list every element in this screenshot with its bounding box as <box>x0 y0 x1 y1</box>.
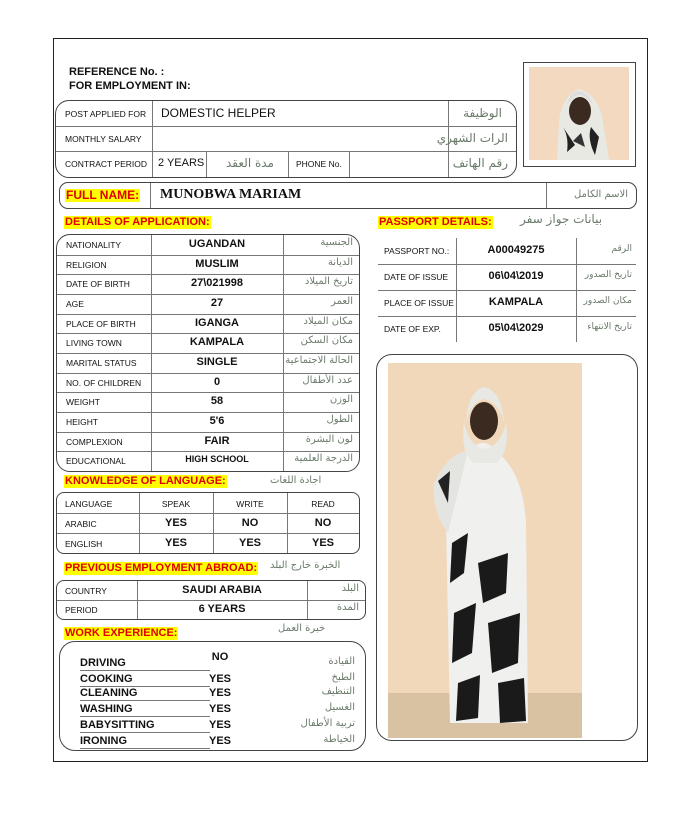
language-level: YES <box>164 517 187 529</box>
full-name-value: MUNOBWA MARIAM <box>160 187 302 202</box>
contract-period-value: 2 YEARS <box>158 157 205 169</box>
column-divider <box>576 290 577 316</box>
language-level: NO <box>241 517 259 529</box>
detail-label: PLACE OF BIRTH <box>66 318 136 329</box>
column-divider <box>307 600 308 619</box>
work-skill-value: YES <box>208 719 231 731</box>
passport-arabic: الرقم <box>611 244 632 254</box>
job-info-table <box>55 100 517 178</box>
column-divider <box>283 255 284 275</box>
detail-arabic: مكان السكن <box>300 335 353 347</box>
passport-table <box>378 238 636 342</box>
language-name: ARABIC <box>65 519 97 529</box>
work-skill-label: BABYSITTING <box>80 719 210 733</box>
detail-label: COMPLEXION <box>66 436 123 447</box>
language-level: NO <box>314 517 332 529</box>
reference-label: REFERENCE No. : <box>69 66 165 78</box>
detail-row <box>57 451 359 471</box>
passport-arabic: تاريخ الصدور <box>584 270 632 280</box>
contract-period-arabic: مدة العقد <box>226 156 274 170</box>
column-divider <box>283 333 284 353</box>
detail-label: HEIGHT <box>66 417 99 427</box>
full-body-photo-frame <box>376 354 638 741</box>
detail-arabic: تاريخ الميلاد <box>304 276 353 288</box>
work-skill-value: YES <box>208 703 231 715</box>
work-skill-value: YES <box>208 673 231 685</box>
detail-value: 27 <box>210 297 224 309</box>
detail-row <box>57 274 359 295</box>
detail-label: NATIONALITY <box>66 240 122 250</box>
language-name: LANGUAGE <box>65 499 113 509</box>
monthly-salary-label: MONTHLY SALARY <box>65 134 142 144</box>
work-experience-title-arabic: خبرة العمل <box>278 623 326 634</box>
column-divider <box>283 373 284 393</box>
column-divider <box>576 238 577 264</box>
detail-value: 58 <box>210 395 224 408</box>
work-skill-label: DRIVING <box>80 657 210 671</box>
passport-arabic: مكان الصدور <box>583 296 632 306</box>
work-skill-arabic: تربية الأطفال <box>300 718 355 729</box>
detail-value: MUSLIM <box>195 257 239 270</box>
detail-row <box>57 392 359 413</box>
column-divider <box>283 353 284 373</box>
detail-row <box>57 353 359 374</box>
detail-arabic: مكان الميلاد <box>303 315 353 327</box>
full-name-label: FULL NAME: <box>66 188 140 202</box>
detail-arabic: الديانة <box>327 256 353 268</box>
language-header-row <box>57 493 359 514</box>
column-divider <box>576 316 577 342</box>
full-name-row <box>59 182 637 209</box>
detail-arabic: الطول <box>326 414 353 425</box>
detail-label: WEIGHT <box>66 397 100 408</box>
detail-value: 5'6 <box>209 415 225 427</box>
full-name-arabic: الاسم الكامل <box>573 189 628 200</box>
detail-value: UGANDAN <box>188 238 246 250</box>
full-body-photo <box>388 363 582 738</box>
passport-row <box>378 264 636 291</box>
work-skill-value: NO <box>211 651 229 663</box>
detail-arabic: الوزن <box>329 394 353 406</box>
column-divider <box>283 314 284 334</box>
work-experience-title: WORK EXPERIENCE: <box>65 627 178 639</box>
previous-value: SAUDI ARABIA <box>182 584 262 596</box>
passport-arabic: تاريخ الانتهاء <box>587 322 632 332</box>
previous-arabic: المدة <box>336 602 359 613</box>
language-column-header: SPEAK <box>161 499 191 509</box>
previous-label: PERIOD <box>65 605 98 615</box>
work-skill-value: YES <box>208 687 231 699</box>
detail-value: KAMPALA <box>189 336 245 349</box>
column-divider <box>283 412 284 432</box>
post-applied-value: DOMESTIC HELPER <box>161 106 276 120</box>
work-skill-arabic: الطبخ <box>331 672 355 683</box>
phone-label: PHONE No. <box>296 159 342 169</box>
work-skill-value: YES <box>208 735 231 747</box>
column-divider <box>283 235 284 255</box>
passport-title: PASSPORT DETAILS: <box>379 216 492 228</box>
previous-employment-row <box>57 600 365 619</box>
column-divider <box>283 274 284 294</box>
language-level: YES <box>164 537 187 549</box>
detail-arabic: عدد الأطفال <box>302 374 353 386</box>
detail-label: MARITAL STATUS <box>66 358 137 368</box>
previous-employment-table <box>56 580 366 620</box>
passport-value: KAMPALA <box>488 296 544 308</box>
work-skill-arabic: الخياطة <box>323 734 355 745</box>
employment-country-label: FOR EMPLOYMENT IN: <box>69 80 191 92</box>
detail-row <box>57 314 359 335</box>
passport-value: A00049275 <box>487 244 545 256</box>
passport-row <box>378 316 636 342</box>
monthly-salary-arabic: الرات الشهري <box>436 131 508 145</box>
work-experience-table <box>59 641 366 751</box>
passport-label: PLACE OF ISSUE <box>384 298 454 308</box>
language-row <box>57 533 359 553</box>
previous-value: 6 YEARS <box>198 603 246 615</box>
language-column-header: READ <box>311 499 335 509</box>
details-title: DETAILS OF APPLICATION: <box>65 216 210 228</box>
work-skill-label: WASHING <box>80 703 210 717</box>
passport-value: 06\04\2019 <box>488 270 544 282</box>
detail-arabic: العمر <box>331 296 353 307</box>
detail-arabic: الدرجة العلمية <box>294 453 353 465</box>
language-title-arabic: اجادة اللغات <box>270 475 322 486</box>
post-applied-arabic: الوظيفة <box>463 106 502 120</box>
passport-value: 05\04\2029 <box>488 322 544 334</box>
work-skill-arabic: القيادة <box>328 656 355 667</box>
detail-arabic: الجنسية <box>320 237 353 248</box>
detail-label: RELIGION <box>66 259 107 270</box>
column-divider <box>283 294 284 314</box>
details-table <box>56 234 360 472</box>
language-title: KNOWLEDGE OF LANGUAGE: <box>65 475 226 487</box>
detail-arabic: الحالة الاجتماعية <box>285 355 353 366</box>
work-skill-label: IRONING <box>80 735 210 749</box>
detail-label: AGE <box>66 299 84 309</box>
language-name: ENGLISH <box>65 539 103 549</box>
detail-row <box>57 255 359 276</box>
post-applied-label: POST APPLIED FOR <box>65 109 147 119</box>
work-skill-arabic: التنظيف <box>321 686 355 697</box>
passport-row <box>378 290 636 317</box>
work-skill-arabic: الغسيل <box>324 702 355 713</box>
headshot-frame <box>523 62 636 167</box>
detail-row <box>57 432 359 453</box>
column-divider <box>576 264 577 290</box>
detail-value: 27\021998 <box>191 277 243 290</box>
detail-row <box>57 373 359 394</box>
phone-arabic: رقم الهاتف <box>452 156 508 170</box>
detail-label: DATE OF BIRTH <box>66 279 130 290</box>
previous-label: COUNTRY <box>65 586 107 596</box>
detail-value: 0 <box>213 375 221 388</box>
passport-label: PASSPORT NO.: <box>384 246 450 256</box>
detail-label: EDUCATIONAL <box>66 456 126 467</box>
detail-label: NO. OF CHILDREN <box>66 377 142 388</box>
passport-title-arabic: بيانات جواز سفر <box>520 212 603 226</box>
column-divider <box>283 392 284 412</box>
work-skill-label: CLEANING <box>80 687 210 701</box>
previous-employment-row <box>57 581 365 601</box>
detail-row <box>57 235 359 256</box>
language-column-header: WRITE <box>236 499 264 509</box>
column-divider <box>307 581 308 600</box>
detail-value: HIGH SCHOOL <box>185 454 249 465</box>
previous-arabic: البلد <box>341 583 359 594</box>
language-level: YES <box>238 537 261 549</box>
headshot-photo <box>529 67 629 160</box>
column-divider <box>283 451 284 471</box>
detail-value: IGANGA <box>195 316 239 329</box>
detail-value: FAIR <box>204 434 230 447</box>
previous-employment-title: PREVIOUS EMPLOYMENT ABROAD: <box>65 562 258 574</box>
passport-label: DATE OF EXP. <box>384 324 441 334</box>
detail-label: LIVING TOWN <box>66 338 122 349</box>
detail-row <box>57 333 359 354</box>
detail-value: SINGLE <box>196 356 238 368</box>
previous-employment-title-arabic: الخبرة خارج البلد <box>270 560 341 571</box>
detail-row <box>57 294 359 315</box>
detail-arabic: لون البشرة <box>305 433 353 445</box>
language-row <box>57 513 359 534</box>
passport-label: DATE OF ISSUE <box>384 272 449 282</box>
column-divider <box>283 432 284 452</box>
passport-row <box>378 238 636 265</box>
detail-row <box>57 412 359 433</box>
work-skill-label: COOKING <box>80 673 210 687</box>
language-table <box>56 492 360 554</box>
contract-period-label: CONTRACT PERIOD <box>65 159 148 169</box>
language-level: YES <box>311 537 334 549</box>
